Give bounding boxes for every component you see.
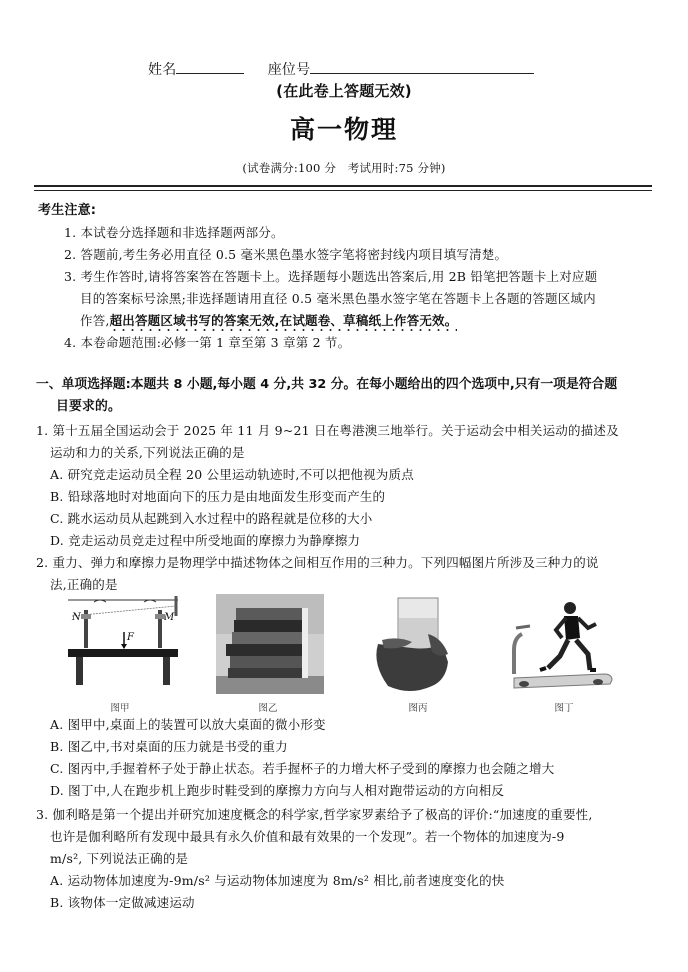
q2-stem-1: 2. 重力、弹力和摩擦力是物理学中描述物体之间相互作用的三种力。下列四幅图片所涉及三种力的说 <box>36 555 599 570</box>
caption-jia: 图甲 <box>110 703 130 714</box>
notice-item-3c-prefix: 作答, <box>80 313 110 328</box>
figure-ding-drawing <box>506 594 618 694</box>
q1-stem-1: 1. 第十五届全国运动会于 2025 年 11 月 9~21 日在粤港澳三地举行。关于运动会中相关运动的描述及 <box>36 423 619 438</box>
header-divider-thin <box>34 190 652 191</box>
figure-jia-label-n: N <box>72 612 81 623</box>
figure-jia <box>64 594 182 690</box>
section1-title-2: 目要求的。 <box>56 399 121 414</box>
notice-item-2: 2. 答题前,考生务必用直径 0.5 毫米黑色墨水签字笔将密封线内项目填写清楚。 <box>64 247 508 262</box>
q3-stem-2: 也许是伽利略所有发现中最具有永久价值和最有效果的一个发现”。若一个物体的加速度为-9 <box>50 829 565 844</box>
q2-option-b: B. 图乙中,书对桌面的压力就是书受的重力 <box>50 739 288 754</box>
figure-bing <box>368 594 466 694</box>
notice-heading: 考生注意: <box>38 203 97 218</box>
q1-option-a: A. 研究竞走运动员全程 20 公里运动轨迹时,不可以把他视为质点 <box>50 467 414 482</box>
q3-option-b: B. 该物体一定做减速运动 <box>50 895 195 910</box>
name-label: 姓名 <box>148 62 177 78</box>
notice-item-4: 4. 本卷命题范围:必修一第 1 章至第 3 章第 2 节。 <box>64 335 351 350</box>
q2-option-a: A. 图甲中,桌面上的装置可以放大桌面的微小形变 <box>50 717 326 732</box>
notice-emphasis: 超出答题区域书写的答案无效,在试题卷、草稿纸上作答无效。 <box>110 313 458 332</box>
notice-item-3a: 3. 考生作答时,请将答案答在答题卡上。选择题每小题选出答案后,用 2B 铅笔把答题卡上对应题 <box>64 269 598 284</box>
seat-blank[interactable] <box>310 60 534 74</box>
q2-option-d: D. 图丁中,人在跑步机上跑步时鞋受到的摩擦力方向与人相对跑带运动的方向相反 <box>50 783 505 798</box>
exam-meta: (试卷满分:100 分 考试用时:75 分钟) <box>242 161 446 175</box>
q3-option-a: A. 运动物体加速度为-9m/s² 与运动物体加速度为 8m/s² 相比,前者速度变化的快 <box>50 873 505 888</box>
q3-stem-3: m/s², 下列说法正确的是 <box>50 851 189 866</box>
seat-label: 座位号 <box>267 62 311 78</box>
caption-ding: 图丁 <box>554 703 574 714</box>
notice-item-1: 1. 本试卷分选择题和非选择题两部分。 <box>64 225 284 240</box>
figure-jia-drawing <box>64 594 182 690</box>
notice-item-3c <box>80 312 457 330</box>
figure-yi-drawing <box>216 594 324 694</box>
name-field <box>148 60 534 79</box>
invalid-note: (在此卷上答题无效) <box>276 82 412 100</box>
header-divider-thick <box>34 185 652 187</box>
figure-jia-label-m: M <box>164 612 175 623</box>
q3-stem-1: 3. 伽利略是第一个提出并研究加速度概念的科学家,哲学家罗素给予了极高的评价:“加速度的重要性, <box>36 807 593 822</box>
name-blank[interactable] <box>176 60 244 74</box>
caption-yi: 图乙 <box>258 703 278 714</box>
q1-stem-2: 运动和力的关系,下列说法正确的是 <box>50 445 245 460</box>
section1-title-1: 一、单项选择题:本题共 8 小题,每小题 4 分,共 32 分。在每小题给出的四个选项中,只有一项是符合题 <box>36 377 618 392</box>
figure-jia-label-f: F <box>127 632 134 643</box>
figure-ding <box>506 594 618 694</box>
q2-option-c: C. 图丙中,手握着杯子处于静止状态。若手握杯子的力增大杯子受到的摩擦力也会随之增大 <box>50 761 555 776</box>
q1-option-d: D. 竞走运动员竞走过程中所受地面的摩擦力为静摩擦力 <box>50 533 361 548</box>
q2-stem-2: 法,正确的是 <box>50 577 118 592</box>
figure-yi <box>216 594 324 694</box>
notice-item-3b: 目的答案标号涂黑;非选择题请用直径 0.5 毫米黑色墨水签字笔在答题卡上各题的答题区域内 <box>80 291 596 306</box>
page-title: 高一物理 <box>289 115 398 144</box>
q1-option-b: B. 铅球落地时对地面向下的压力是由地面发生形变而产生的 <box>50 489 386 504</box>
caption-bing: 图丙 <box>408 703 428 714</box>
figure-bing-drawing <box>368 594 466 694</box>
q1-option-c: C. 跳水运动员从起跳到入水过程中的路程就是位移的大小 <box>50 511 373 526</box>
